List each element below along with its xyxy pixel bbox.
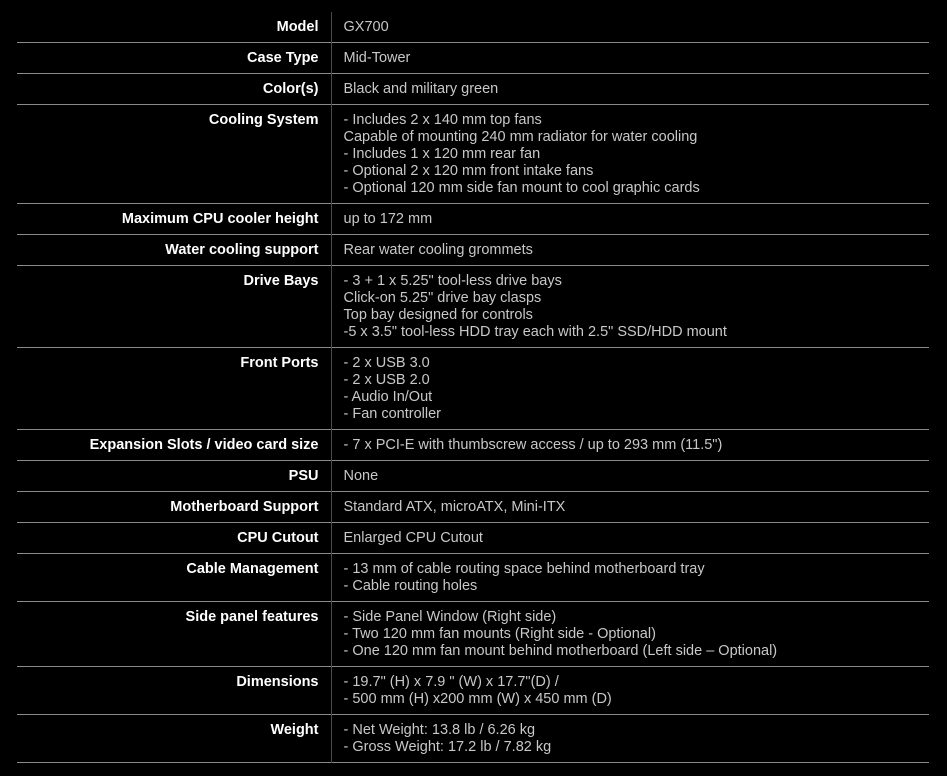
spec-value xyxy=(331,715,929,763)
spec-value-line: up to 172 mm xyxy=(343,211,433,227)
spec-label: Weight xyxy=(17,715,331,763)
spec-value xyxy=(331,461,929,492)
spec-label: Side panel features xyxy=(17,602,331,667)
spec-row xyxy=(17,430,929,461)
spec-row xyxy=(17,12,929,43)
spec-value-line: Capable of mounting 240 mm radiator for water cooling xyxy=(343,129,698,145)
spec-row xyxy=(17,348,929,430)
spec-table xyxy=(17,12,929,763)
spec-label: Cable Management xyxy=(17,554,331,602)
spec-row xyxy=(17,235,929,266)
spec-value-line: - 19.7" (H) x 7.9 " (W) x 17.7"(D) / xyxy=(343,674,559,690)
spec-value-line: - 7 x PCI-E with thumbscrew access / up to 293 mm (11.5") xyxy=(343,437,723,453)
spec-row xyxy=(17,266,929,348)
spec-row xyxy=(17,554,929,602)
spec-value xyxy=(331,554,929,602)
spec-value-line: - 13 mm of cable routing space behind motherboard tray xyxy=(343,561,705,577)
spec-row xyxy=(17,492,929,523)
spec-label: Model xyxy=(17,12,331,43)
spec-value xyxy=(331,602,929,667)
spec-label: Dimensions xyxy=(17,667,331,715)
spec-value xyxy=(331,523,929,554)
spec-label: Expansion Slots / video card size xyxy=(17,430,331,461)
spec-row xyxy=(17,602,929,667)
spec-row xyxy=(17,74,929,105)
spec-value-line: Standard ATX, microATX, Mini-ITX xyxy=(343,499,566,515)
spec-value-line: - Net Weight: 13.8 lb / 6.26 kg xyxy=(343,722,536,738)
spec-label: Water cooling support xyxy=(17,235,331,266)
spec-row xyxy=(17,204,929,235)
spec-value-line: - Optional 120 mm side fan mount to cool graphic cards xyxy=(343,180,700,196)
spec-value-line: - Fan controller xyxy=(343,406,442,422)
spec-value xyxy=(331,105,929,204)
spec-value xyxy=(331,348,929,430)
spec-value xyxy=(331,492,929,523)
spec-value-line: Black and military green xyxy=(343,81,499,97)
spec-value xyxy=(331,667,929,715)
spec-value xyxy=(331,74,929,105)
spec-value xyxy=(331,430,929,461)
spec-value-line: - One 120 mm fan mount behind motherboard (Left side – Optional) xyxy=(343,643,778,659)
spec-table-body xyxy=(17,12,929,763)
spec-value xyxy=(331,266,929,348)
spec-value xyxy=(331,204,929,235)
spec-value-line: None xyxy=(343,468,379,484)
spec-value-line: - Includes 2 x 140 mm top fans xyxy=(343,112,542,128)
spec-value xyxy=(331,235,929,266)
spec-row xyxy=(17,43,929,74)
spec-value-line: - Includes 1 x 120 mm rear fan xyxy=(343,146,541,162)
spec-label: Maximum CPU cooler height xyxy=(17,204,331,235)
spec-value xyxy=(331,43,929,74)
spec-value-line: Enlarged CPU Cutout xyxy=(343,530,483,546)
spec-label: Cooling System xyxy=(17,105,331,204)
spec-value-line: GX700 xyxy=(343,19,389,35)
spec-value-line: Click-on 5.25" drive bay clasps xyxy=(343,290,542,306)
spec-value xyxy=(331,12,929,43)
spec-value-line: - Gross Weight: 17.2 lb / 7.82 kg xyxy=(343,739,552,755)
spec-label: Case Type xyxy=(17,43,331,74)
spec-row xyxy=(17,523,929,554)
spec-value-line: - 500 mm (H) x200 mm (W) x 450 mm (D) xyxy=(343,691,612,707)
spec-value-line: - Cable routing holes xyxy=(343,578,478,594)
spec-value-line: - Optional 2 x 120 mm front intake fans xyxy=(343,163,594,179)
spec-label: Front Ports xyxy=(17,348,331,430)
spec-value-line: - 2 x USB 3.0 xyxy=(343,355,430,371)
spec-value-line: -5 x 3.5" tool-less HDD tray each with 2.5" SSD/HDD mount xyxy=(343,324,727,340)
spec-row xyxy=(17,715,929,763)
spec-label: PSU xyxy=(17,461,331,492)
spec-label: Drive Bays xyxy=(17,266,331,348)
spec-label: CPU Cutout xyxy=(17,523,331,554)
spec-value-line: Mid-Tower xyxy=(343,50,411,66)
spec-value-line: Top bay designed for controls xyxy=(343,307,533,323)
spec-row xyxy=(17,105,929,204)
spec-label: Motherboard Support xyxy=(17,492,331,523)
spec-row xyxy=(17,461,929,492)
spec-row xyxy=(17,667,929,715)
spec-value-line: - Two 120 mm fan mounts (Right side - Optional) xyxy=(343,626,656,642)
spec-value-line: Rear water cooling grommets xyxy=(343,242,533,258)
spec-value-line: - Audio In/Out xyxy=(343,389,433,405)
spec-value-line: - 3 + 1 x 5.25" tool-less drive bays xyxy=(343,273,562,289)
spec-value-line: - 2 x USB 2.0 xyxy=(343,372,430,388)
spec-label: Color(s) xyxy=(17,74,331,105)
spec-value-line: - Side Panel Window (Right side) xyxy=(343,609,557,625)
